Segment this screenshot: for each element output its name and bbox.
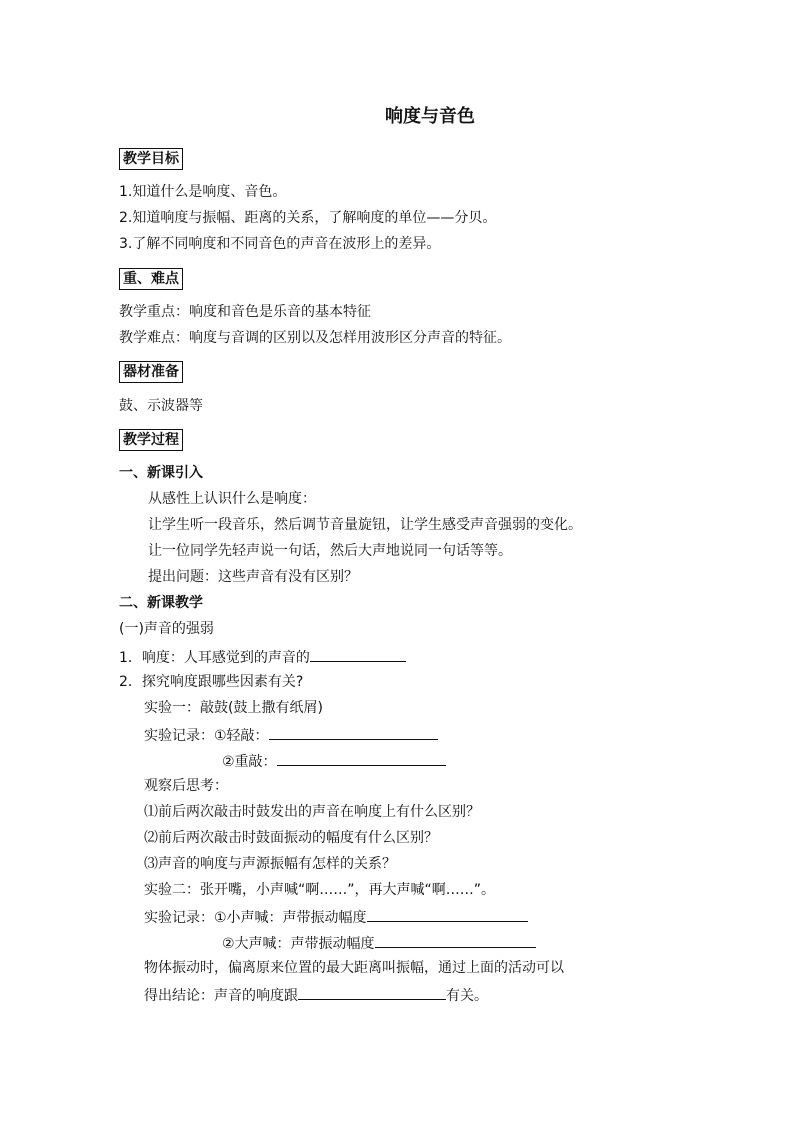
record-light-tap [144, 725, 438, 745]
section-goals-heading: 教学目标 [119, 148, 183, 170]
observe-think: 观察后思考： [144, 778, 228, 794]
record-heavy-tap-label: ②重敲： [222, 754, 277, 770]
goal-item: 2.知道响度与振幅、距离的关系，了解响度的单位——分贝。 [119, 210, 497, 226]
key-point: 教学重点：响度和音色是乐音的基本特征 [119, 304, 371, 320]
item-explore: 2．探究响度跟哪些因素有关? [119, 674, 304, 690]
goal-item: 3.了解不同响度和不同音色的声音在波形上的差异。 [119, 236, 441, 252]
fill-blank[interactable] [298, 985, 446, 1000]
fill-blank[interactable] [375, 933, 536, 948]
item-loudness [119, 647, 406, 667]
intro-line: 从感性上认识什么是响度： [148, 491, 316, 507]
fill-blank[interactable] [310, 647, 406, 662]
conclusion-prefix: 得出结论：声音的响度跟 [144, 988, 298, 1004]
intro-line: 让学生听一段音乐，然后调节音量旋钮，让学生感受声音强弱的变化。 [148, 517, 582, 533]
question: ⑶声音的响度与声源振幅有怎样的关系？ [144, 856, 396, 872]
section-materials-heading: 器材准备 [119, 361, 183, 383]
subsection-title: (一)声音的强弱 [119, 621, 214, 637]
intro-line: 提出问题：这些声音有没有区别？ [148, 569, 358, 585]
page-title: 响度与音色 [385, 106, 475, 127]
record-heavy-tap [222, 751, 446, 771]
question: ⑴前后两次敲击时鼓发出的声音在响度上有什么区别？ [144, 804, 480, 820]
record-soft-shout [144, 907, 528, 927]
materials-text: 鼓、示波器等 [119, 398, 203, 414]
section-keypoints-heading: 重、难点 [119, 268, 183, 290]
experiment-two: 实验二：张开嘴，小声喊“啊……”，再大声喊“啊……”。 [144, 882, 496, 898]
record-loud-shout [222, 933, 536, 953]
goal-item: 1.知道什么是响度、音色。 [119, 184, 287, 200]
teaching-heading: 二、新课教学 [119, 595, 203, 611]
conclusion-line [144, 985, 488, 1005]
conclusion-suffix: 有关。 [446, 988, 488, 1004]
difficult-point: 教学难点：响度与音调的区别以及怎样用波形区分声音的特征。 [119, 330, 511, 346]
intro-line: 让一位同学先轻声说一句话，然后大声地说同一句话等等。 [148, 543, 512, 559]
experiment-one: 实验一：敲鼓(鼓上撒有纸屑) [144, 700, 323, 716]
record-soft-shout-label: 实验记录：①小声喊：声带振动幅度 [144, 910, 367, 926]
fill-blank[interactable] [269, 725, 438, 740]
intro-heading: 一、新课引入 [119, 465, 203, 481]
record-loud-shout-label: ②大声喊：声带振动幅度 [222, 936, 375, 952]
section-process-heading: 教学过程 [119, 429, 183, 451]
conclusion-line: 物体振动时，偏离原来位置的最大距离叫振幅，通过上面的活动可以 [144, 960, 564, 976]
question: ⑵前后两次敲击时鼓面振动的幅度有什么区别？ [144, 830, 438, 846]
item-loudness-text: 1．响度：人耳感觉到的声音的 [119, 650, 310, 666]
record-light-tap-label: 实验记录：①轻敲： [144, 728, 269, 744]
fill-blank[interactable] [367, 907, 528, 922]
fill-blank[interactable] [277, 751, 446, 766]
